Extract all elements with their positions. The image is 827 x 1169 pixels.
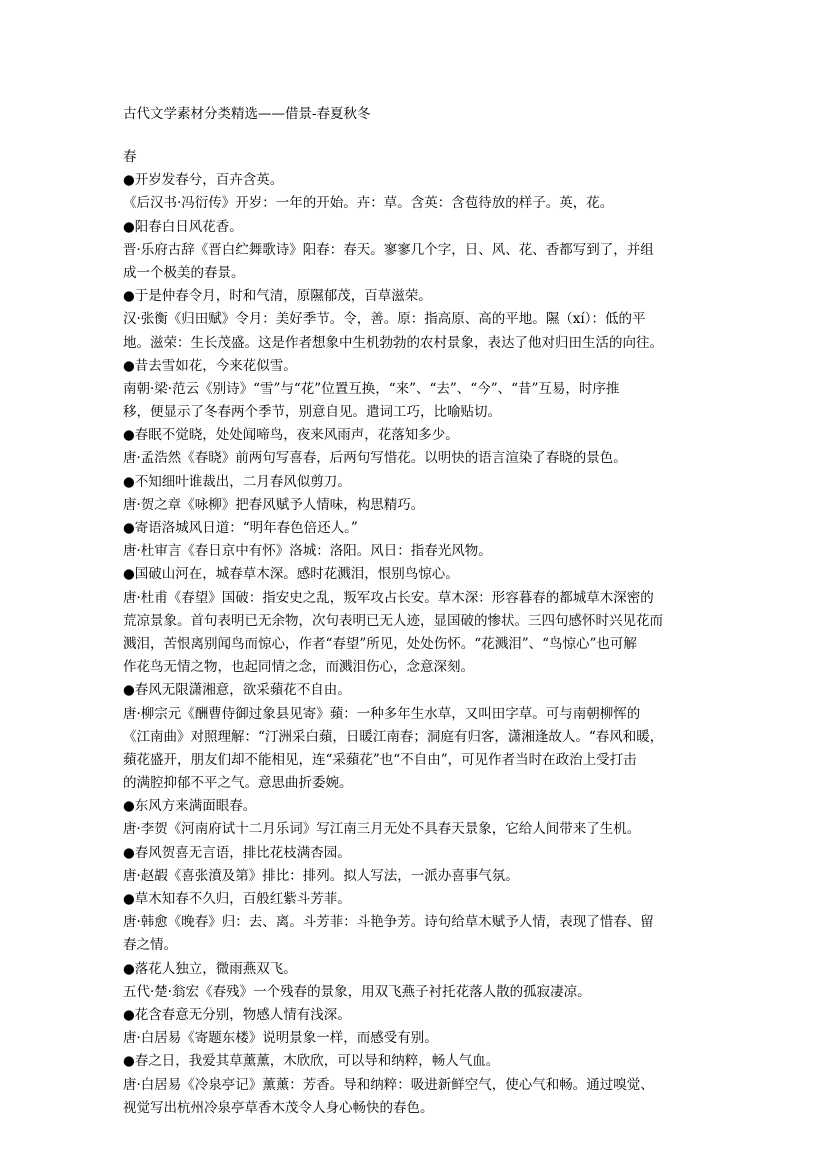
text-line: 晋·乐府古辞《晋白纻舞歌诗》阳春：春天。寥寥几个字，日、风、花、香都写到了，并组	[123, 241, 654, 258]
text-line: 作花鸟无情之物，也起同情之念，而溅泪伤心，念意深刻。	[123, 659, 474, 676]
text-line: ●阳春白日风花香。	[123, 218, 243, 235]
text-line: ●国破山河在，城春草木深。感时花溅泪，恨别鸟惊心。	[123, 566, 459, 583]
document-body	[123, 146, 707, 1120]
text-line: 汉·张衡《归田赋》令月：美好季节。令，善。原：指高原、高的平地。隰（xí）：低的平	[123, 311, 646, 328]
text-line: 唐·白居易《寄题东楼》说明景象一样，而感受有别。	[123, 1030, 438, 1047]
text-line: 唐·赵嘏《喜张濆及第》排比：排列。拟人写法，一派办喜事气氛。	[123, 867, 519, 884]
text-line: 视觉写出杭州冷泉亭草香木茂令人身心畅快的春色。	[123, 1099, 434, 1116]
text-line: 唐·白居易《冷泉亭记》薰薰：芳香。导和纳粹：吸进新鲜空气，使心气和畅。通过嗅觉、	[123, 1076, 654, 1093]
text-line: 荒凉景象。首句表明已无余物，次句表明已无人迹，显国破的惨状。三四句感怀时兴见花而	[123, 612, 663, 629]
text-line: 唐·韩愈《晚春》归：去、离。斗芳菲：斗艳争芳。诗句给草木赋予人情，表现了惜春、留	[123, 914, 654, 931]
text-line: 唐·杜审言《春日京中有怀》洛城：洛阳。风日：指春光风物。	[123, 543, 492, 560]
text-line: ●不知细叶谁裁出，二月春风似剪刀。	[123, 473, 351, 490]
text-line: ●昔去雪如花，今来花似雪。	[123, 357, 297, 374]
text-line: 《江南曲》对照理解：“汀洲采白蘋，日暖江南春；洞庭有归客，潇湘逢故人。“春风和暖，	[123, 728, 664, 745]
text-line: ●开岁发春兮，百卉含英。	[123, 172, 284, 189]
text-line: 蘋花盛开，朋友们却不能相见，连“采蘋花”也“不自由”，可见作者当时在政治上受打击	[123, 751, 637, 768]
text-line: ●于是仲春令月，时和气清，原隰郁茂，百草滋荣。	[123, 288, 432, 305]
text-line: 地。滋荣：生长茂盛。这是作者想象中生机勃勃的农村景象，表达了他对归田生活的向往。	[123, 334, 663, 351]
text-line: 春之情。	[123, 937, 177, 954]
text-line: ●寄语洛城风日道：“明年春色倍还人。”	[123, 520, 358, 536]
text-line: 唐·孟浩然《春晓》前两句写喜春，后两句写惜花。以明快的语言渲染了春晓的景色。	[123, 450, 627, 467]
text-lines	[123, 169, 707, 1120]
text-line: ●落花人独立，微雨燕双飞。	[123, 960, 297, 977]
text-line: 的满腔抑郁不平之气。意思曲折委婉。	[123, 775, 353, 792]
text-line: ●花含春意无分别，物感人情有浅深。	[123, 1006, 351, 1023]
section-heading: 春	[123, 149, 137, 165]
text-line: ●春眠不觉晓，处处闻啼鸟，夜来风雨声，花落知多少。	[123, 427, 459, 444]
text-line: ●草木知春不久归，百般红紫斗芳菲。	[123, 891, 351, 907]
text-line: 移，便显示了冬春两个季节，别意自见。遣词工巧，比喻贴切。	[123, 404, 501, 421]
text-line: 唐·柳宗元《酬曹侍御过象县见寄》蘋：一种多年生水草，又叫田字草。可与南朝柳恽的	[123, 705, 641, 722]
text-line: 南朝·梁·范云《别诗》“雪”与“花”位置互换，“来”、“去”、“今”、“昔”互易，时序推	[123, 380, 620, 397]
text-line: 唐·杜甫《春望》国破：指安史之乱，叛军攻占长安。草木深：形容暮春的都城草木深密的	[123, 589, 654, 606]
text-line: ●东风方来满面眼春。	[123, 798, 257, 815]
text-line: ●春之日，我爱其草薰薰，木欣欣，可以导和纳粹，畅人气血。	[123, 1053, 500, 1070]
text-line: ●春风贺喜无言语，排比花枝满杏园。	[123, 844, 351, 861]
text-line: 五代·楚·翁宏《春残》一个残春的景象，用双飞燕子衬托花落人散的孤寂凄凉。	[123, 983, 591, 1000]
text-line: 《后汉书·冯衍传》开岁：一年的开始。卉：草。含英：含苞待放的样子。英，花。	[123, 195, 614, 212]
text-line: 唐·贺之章《咏柳》把春风赋予人情味，构思精巧。	[123, 496, 425, 513]
text-line: 溅泪，苦恨离别闻鸟而惊心，作者“春望”所见，处处伤怀。“花溅泪”、“鸟惊心”也可解	[123, 635, 637, 652]
text-line: ●春风无限潇湘意，欲采蘋花不自由。	[123, 682, 351, 699]
text-line: 唐·李贺《河南府试十二月乐词》写江南三月无处不具春天景象，它给人间带来了生机。	[123, 821, 641, 838]
text-line: 成一个极美的春景。	[123, 264, 245, 281]
page-title: 古代文学素材分类精选——借景-春夏秋冬	[123, 106, 371, 122]
